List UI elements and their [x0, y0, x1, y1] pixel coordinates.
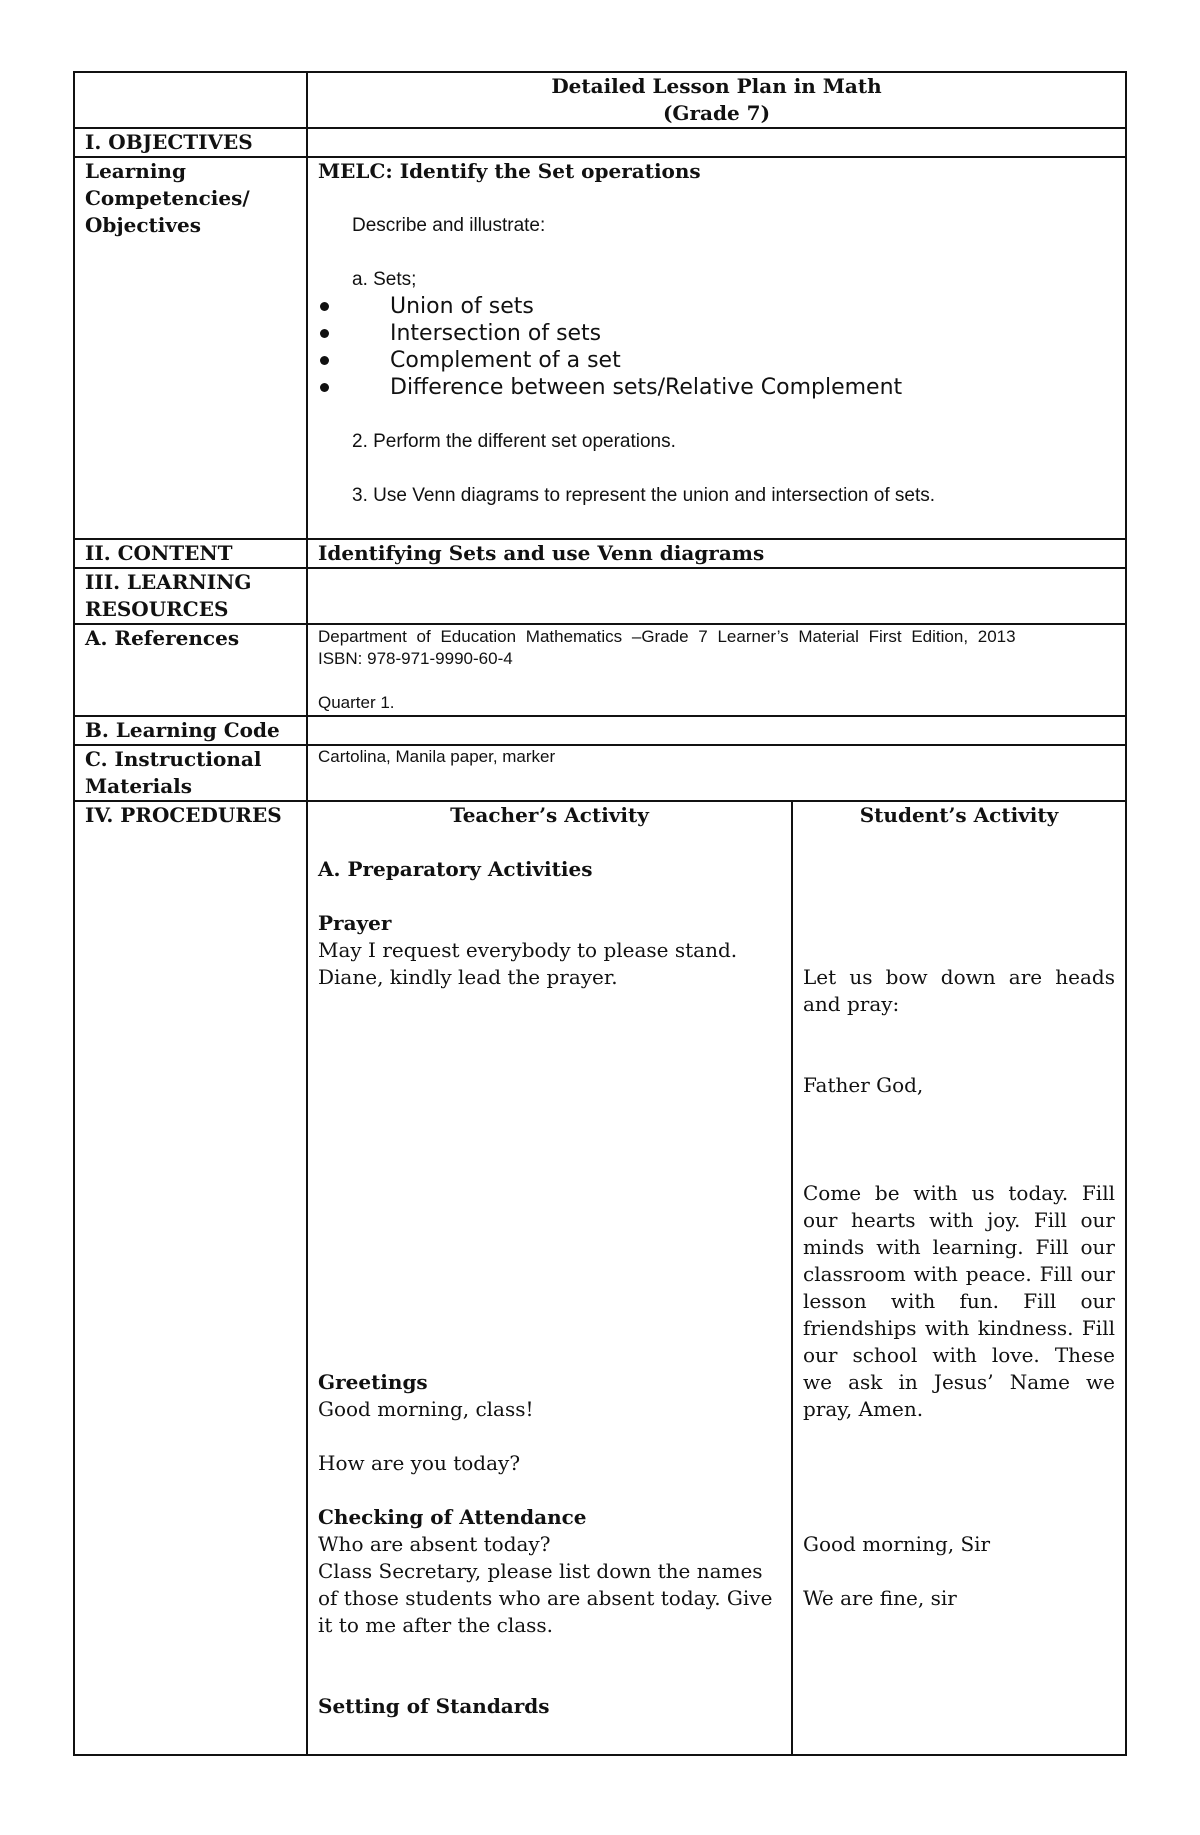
- attendance-line-2: Class Secretary, please list down the names of those students who are absent today. Give it to me after the class.: [318, 1559, 773, 1637]
- competencies-label-1: Learning: [85, 159, 186, 183]
- preparatory-heading: A. Preparatory Activities: [318, 857, 593, 881]
- bullet-icon: [320, 356, 329, 365]
- student-father-god: Father God,: [803, 1073, 924, 1097]
- standards-heading: Setting of Standards: [318, 1694, 550, 1718]
- attendance-heading: Checking of Attendance: [318, 1505, 587, 1529]
- materials-label-cell: [74, 745, 307, 801]
- teacher-activity-header: Teacher’s Activity: [450, 803, 649, 827]
- greetings-heading: Greetings: [318, 1370, 428, 1394]
- student-fine: We are fine, sir: [803, 1586, 957, 1610]
- describe-text: Describe and illustrate:: [352, 215, 546, 236]
- melc-heading: MELC: Identify the Set operations: [318, 159, 701, 183]
- materials-label-1: C. Instructional: [85, 747, 262, 771]
- list-item: Difference between sets/Relative Complement: [318, 374, 1115, 401]
- materials-value: Cartolina, Manila paper, marker: [307, 745, 1126, 801]
- prayer-heading: Prayer: [318, 911, 392, 935]
- lesson-plan-table: [73, 71, 1127, 1756]
- learning-code-label: B. Learning Code: [74, 716, 307, 745]
- competencies-label-cell: [74, 157, 307, 539]
- prayer-line-2: Diane, kindly lead the prayer.: [318, 965, 618, 989]
- header-cell: [307, 72, 1126, 128]
- bullet-icon: [320, 383, 329, 392]
- competencies-row: [74, 157, 1126, 539]
- set-operations-list: [318, 293, 1115, 401]
- greetings-line-1: Good morning, class!: [318, 1397, 534, 1421]
- grade-label: (Grade 7): [662, 101, 771, 125]
- references-label: A. References: [74, 624, 307, 716]
- attendance-line-1: Who are absent today?: [318, 1532, 551, 1556]
- list-item: Complement of a set: [318, 347, 1115, 374]
- procedures-label: IV. PROCEDURES: [74, 801, 307, 1755]
- competencies-cell: [307, 157, 1126, 539]
- student-activity-header: Student’s Activity: [859, 803, 1059, 827]
- objectives-row: [74, 128, 1126, 157]
- header-row: [74, 72, 1126, 128]
- reference-line-3: Quarter 1.: [318, 693, 395, 712]
- teacher-activity-cell: [307, 801, 792, 1755]
- prayer-line-1: May I request everybody to please stand.: [318, 938, 738, 962]
- objective-item-3: 3. Use Venn diagrams to represent the union and intersection of sets.: [352, 485, 936, 506]
- resources-label-1: III. LEARNING: [85, 570, 252, 594]
- content-label: II. CONTENT: [74, 539, 307, 568]
- resources-empty-cell: [307, 568, 1126, 624]
- bullet-icon: [320, 329, 329, 338]
- materials-label-2: Materials: [85, 774, 193, 798]
- references-cell: [307, 624, 1126, 716]
- resources-label-cell: [74, 568, 307, 624]
- reference-line-1: Department of Education Mathematics –Grade 7 Learner’s Material First Edition, 2013: [318, 627, 1016, 646]
- learning-code-value: [307, 716, 1126, 745]
- list-item: Intersection of sets: [318, 320, 1115, 347]
- student-activity-cell: [792, 801, 1126, 1755]
- student-prayer-intro: Let us bow down are heads and pray:: [803, 965, 1115, 1016]
- references-row: [74, 624, 1126, 716]
- student-prayer-body: Come be with us today. Fill our hearts with joy. Fill our minds with learning. Fill our classroom with peace. Fill our lesson with fun. Fill our friendships with kindness. Fill our school with love. These we ask in Jesus’ Name we pray, Amen.: [803, 1181, 1115, 1421]
- page-title: Detailed Lesson Plan in Math: [551, 74, 882, 98]
- resources-label-2: RESOURCES: [85, 597, 229, 621]
- competencies-label-3: Objectives: [85, 213, 201, 237]
- procedures-row: [74, 801, 1126, 1755]
- header-empty-cell: [74, 72, 307, 128]
- objective-item-2: 2. Perform the different set operations.: [352, 431, 676, 452]
- objectives-label: I. OBJECTIVES: [74, 128, 307, 157]
- list-item: Union of sets: [318, 293, 1115, 320]
- bullet-icon: [320, 302, 329, 311]
- sets-text: a. Sets;: [352, 269, 417, 290]
- materials-row: [74, 745, 1126, 801]
- learning-code-row: [74, 716, 1126, 745]
- reference-line-2: ISBN: 978-971-9990-60-4: [318, 649, 513, 668]
- greetings-line-2: How are you today?: [318, 1451, 521, 1475]
- content-row: [74, 539, 1126, 568]
- student-good-morning: Good morning, Sir: [803, 1532, 991, 1556]
- content-value: Identifying Sets and use Venn diagrams: [307, 539, 1126, 568]
- competencies-label-2: Competencies/: [85, 186, 250, 210]
- resources-row: [74, 568, 1126, 624]
- objectives-empty-cell: [307, 128, 1126, 157]
